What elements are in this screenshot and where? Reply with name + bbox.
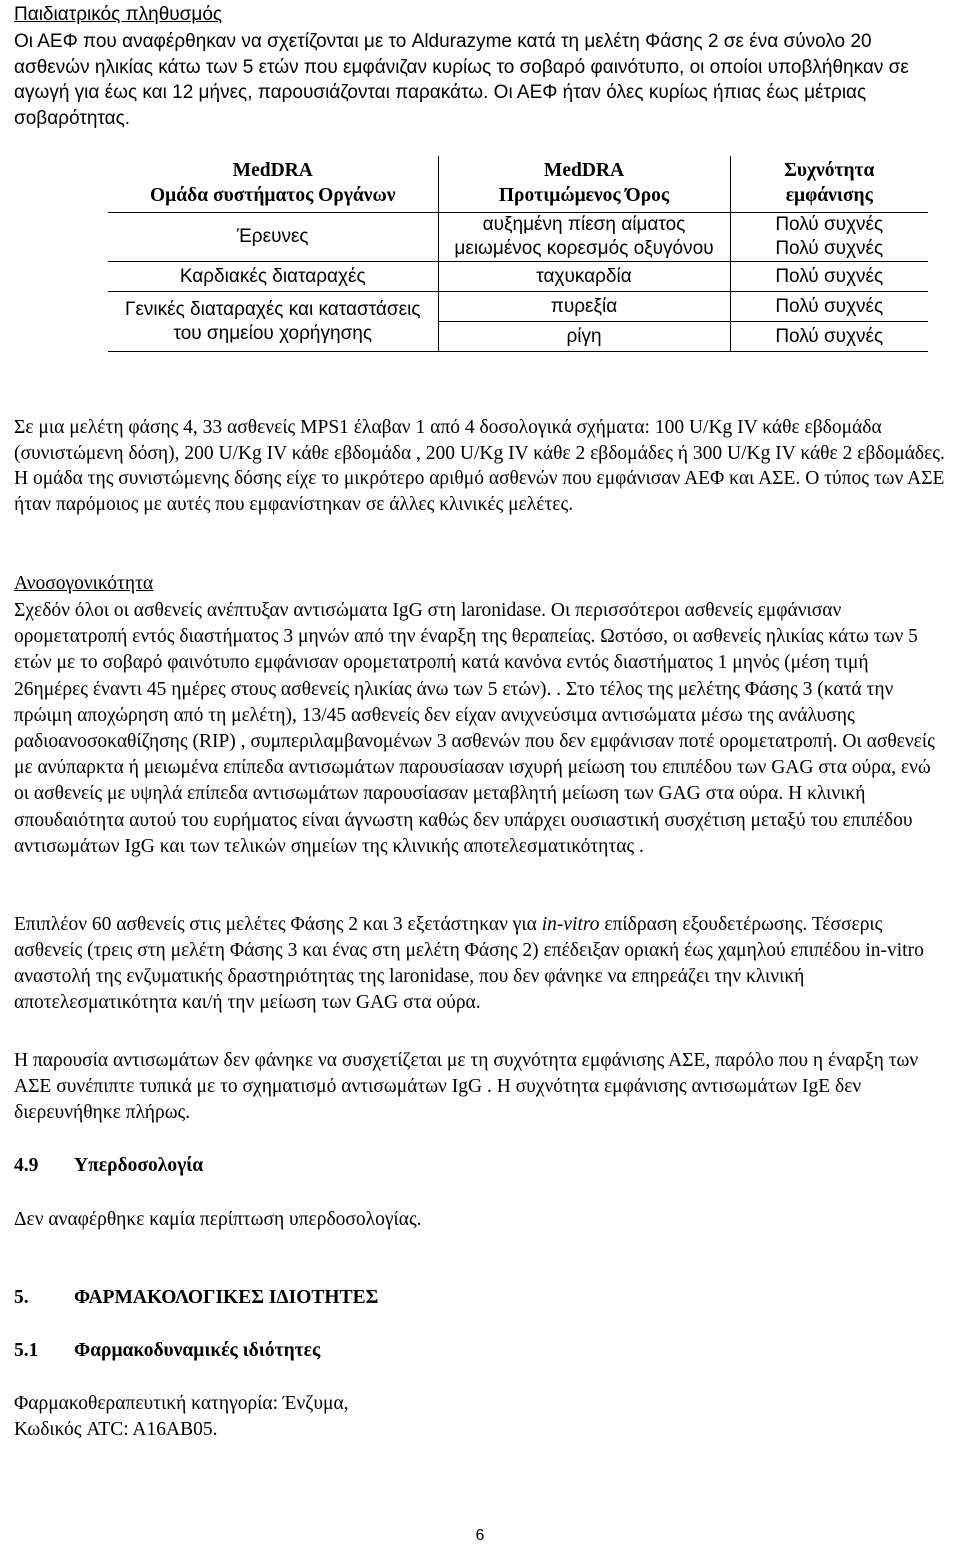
section-heading-immunogenicity: Ανοσογονικότητα: [14, 573, 154, 594]
paragraph-immunogenicity: Σχεδόν όλοι οι ασθενείς ανέπτυξαν αντισώματα IgG στη laronidase. Οι περισσότεροι ασθενείς εμφάνισαν ορομετατροπή εντός διαστήματος 3 μηνών από την έναρξη της θεραπείας. Ωστόσο, οι ασθενείς ηλικίας κάτω των 5 ετών με το σοβαρό φαινότυπο εμφάνισαν ορομετατροπή κατά κανόνα εντός διαστήματος 1 μηνός (μέση τιμή 26ημέρες έναντι 45 ημέρες στους ασθενείς ηλικίας άνω των 5 ετών). . Στο τέλος της μελέτης Φάσης 3 (κατά την πρώιμη αποχώρηση από τη μελέτη), 13/45 ασθενείς δεν είχαν ανιχνεύσιμα αντισώματα μέσω της ανάλυσης ραδιοανοσοκαθίζησης (RIP) , συμπεριλαμβανομένων 3 ασθενών που δεν εμφάνισαν ποτέ ορομετατροπή. Οι ασθενείς με ανύπαρκτα ή μειωμένα επίπεδα αντισωμάτων παρουσίασαν ισχυρή μείωση του επιπέδου των GAG στα ούρα, ενώ οι ασθενείς με υψηλά επίπεδα αντισωμάτων παρουσίασαν μεταβλητή μείωση των GAG στα ούρα. Η κλινική σπουδαιότητα αυτού του ευρήματος είναι άγνωστη καθώς δεν υπάρχει ουσιαστική συσχέτιση μεταξύ του επιπέδου αντισωμάτων IgG και των τελικών σημείων της κλινικής αποτελεσματικότητας .: [14, 600, 935, 857]
header-preferred-term: [438, 156, 730, 213]
header-soc: [108, 156, 438, 213]
paragraph-neutralization: [14, 912, 946, 1016]
soc-cell: Γενικές διαταραχές και καταστάσεις του σημείου χορήγησης: [108, 292, 438, 352]
header-soc-text: MedDRA Ομάδα συστήματος Οργάνων: [150, 160, 396, 206]
frequency-cell: Πολύ συχνές: [730, 292, 928, 322]
table-row: [108, 292, 928, 322]
term-cell: αυξημένη πίεση αίματος: [438, 213, 730, 238]
neutralization-text-italic: in-vitro: [541, 914, 600, 935]
section-number: 5.1: [14, 1340, 39, 1361]
paragraph-antibody-presence: Η παρουσία αντισωμάτων δεν φάνηκε να συσχετίζεται με τη συχνότητα εμφάνισης ΑΣΕ, παρόλο που η έναρξη των ΑΣΕ συνέπιπτε τυπικά με το σχηματισμό αντισωμάτων IgG . Η συχνότητα εμφάνισης αντισωμάτων IgE δεν διερευνήθηκε πλήρως.: [14, 1050, 919, 1123]
header-frequency: [730, 156, 928, 213]
neutralization-text-after: επίδραση εξουδετέρωσης. Τέσσερις ασθενείς (τρεις στη μελέτη Φάσης 3 και ένας στη μελέτη Φάσης 2) επέδειξαν οριακή έως χαμηλού επιπέδου in-vitro αναστολή της ενζυματικής δραστηριότητας της laronidase, που δεν φάνηκε να επηρεάζει την κλινική αποτελεσματικότητα και/ή την μείωση των GAG στα ούρα.: [14, 914, 924, 1013]
term-cell: μειωμένος κορεσμός οξυγόνου: [438, 237, 730, 262]
section-number: 5.: [14, 1287, 29, 1308]
section-title: Υπερδοσολογία: [74, 1155, 204, 1176]
table-row: [108, 262, 928, 292]
soc-cell: Έρευνες: [108, 213, 438, 262]
section-5-1-heading: [14, 1339, 320, 1364]
term-cell: ρίγη: [438, 322, 730, 352]
section-title: ΦΑΡΜΑΚΟΛΟΓΙΚΕΣ ΙΔΙΟΤΗΤΕΣ: [74, 1287, 379, 1308]
term-cell: ταχυκαρδία: [438, 262, 730, 292]
section-4-9-heading: [14, 1154, 203, 1179]
term-cell: πυρεξία: [438, 292, 730, 322]
table-row: [108, 213, 928, 238]
section-heading-pediatric: Παιδιατρικός πληθυσμός: [14, 4, 223, 25]
pharmacotherapeutic-category: Φαρμακοθεραπευτική κατηγορία: Ένζυμα,: [14, 1393, 349, 1414]
frequency-cell: Πολύ συχνές: [730, 237, 928, 262]
atc-code: Κωδικός ATC: A16AB05.: [14, 1419, 218, 1440]
neutralization-text-before: Επιπλέον 60 ασθενείς στις μελέτες Φάσης 2 και 3 εξετάστηκαν για: [14, 914, 542, 935]
paragraph-overdose: Δεν αναφέρθηκε καμία περίπτωση υπερδοσολογίας.: [14, 1209, 422, 1230]
section-title: Φαρμακοδυναμικές ιδιότητες: [74, 1340, 321, 1361]
header-frequency-text: Συχνότητα εμφάνισης: [784, 160, 875, 206]
paragraph-phase4-study: Σε μια μελέτη φάσης 4, 33 ασθενείς MPS1 έλαβαν 1 από 4 δοσολογικά σχήματα: 100 U/Kg IV κάθε εβδομάδα (συνιστώμενη δόση), 200 U/Kg IV κάθε εβδομάδα , 200 U/Kg IV κάθε 2 εβδομάδες ή 300 U/Kg IV κάθε 2 εβδομάδες. Η ομάδα της συνιστώμενης δόσης είχε το μικρότερο αριθμό ασθενών που εμφάνισαν ΑΕΦ και ΑΣΕ. Ο τύπος των ΑΣΕ ήταν παρόμοιος με αυτές που εμφανίστηκαν σε άλλες κλινικές μελέτες.: [14, 417, 945, 515]
section-number: 4.9: [14, 1155, 39, 1176]
header-term-text: MedDRA Προτιμώμενος Όρος: [498, 160, 670, 206]
frequency-cell: Πολύ συχνές: [730, 322, 928, 352]
frequency-cell: Πολύ συχνές: [730, 213, 928, 238]
soc-cell: Καρδιακές διαταραχές: [108, 262, 438, 292]
section-5-heading: [14, 1286, 378, 1311]
table-header-row: [108, 156, 928, 213]
paragraph-pediatric-intro: Οι ΑΕΦ που αναφέρθηκαν να σχετίζονται με το Aldurazyme κατά τη μελέτη Φάσης 2 σε ένα σύνολο 20 ασθενών ηλικίας κάτω των 5 ετών που εμφάνιζαν κυρίως το σοβαρό φαινότυπο, οι οποίοι υποβλήθηκαν σε αγωγή για έως και 12 μήνες, παρουσιάζονται παρακάτω. Οι ΑΕΦ ήταν όλες κυρίως ήπιας έως μέτριας σοβαρότητας.: [14, 31, 909, 129]
frequency-cell: Πολύ συχνές: [730, 262, 928, 292]
page-number: 6: [475, 1527, 485, 1544]
adverse-reactions-table: [108, 156, 928, 352]
